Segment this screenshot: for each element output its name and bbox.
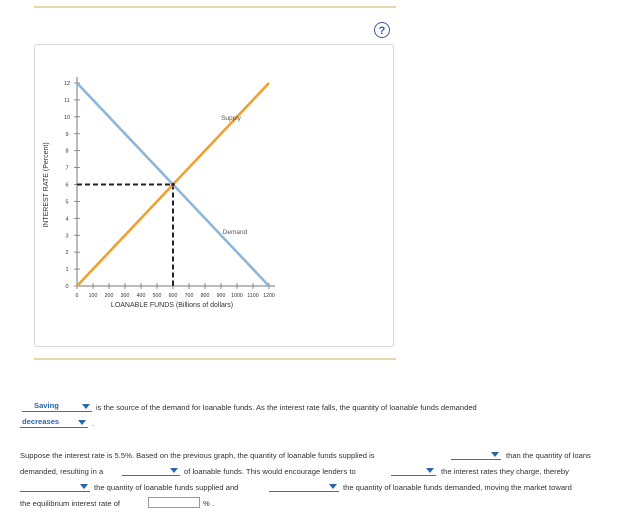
chevron-down-icon — [491, 452, 499, 457]
series-label-supply: Supply — [221, 114, 241, 122]
x-tick-label: 0 — [75, 293, 79, 299]
saving-dropdown[interactable] — [22, 401, 92, 412]
y-tick-label: 7 — [65, 165, 69, 172]
question-line-2-end: . — [92, 419, 95, 428]
x-tick-label: 1000 — [231, 293, 243, 299]
y-tick-label: 8 — [65, 148, 69, 155]
chevron-down-icon — [426, 468, 434, 473]
p2-line-4-end: . — [212, 499, 215, 508]
x-tick-label: 1100 — [247, 293, 259, 299]
chevron-down-icon — [170, 468, 178, 473]
x-axis-label: LOANABLE FUNDS (Billions of dollars) — [110, 302, 234, 309]
help-icon[interactable]: ? — [374, 22, 390, 38]
chevron-down-icon — [82, 404, 90, 409]
supplied-change-dropdown[interactable] — [20, 481, 90, 492]
y-tick-label: 12 — [63, 81, 71, 87]
demanded-change-dropdown[interactable] — [269, 481, 339, 492]
equilibrium-point — [171, 183, 174, 186]
y-tick-label: 4 — [65, 216, 69, 223]
y-tick-label: 11 — [64, 97, 70, 104]
chevron-down-icon — [329, 484, 337, 489]
y-tick-label: 9 — [65, 131, 69, 138]
p2-line-1a: Suppose the interest rate is 5.5%. Based on the previous graph, the quantity of loanable funds supplied is — [20, 451, 375, 460]
loanable-funds-chart — [35, 45, 395, 348]
lender-action-dropdown[interactable] — [391, 465, 436, 476]
p2-line-2c: the interest rates they charge, thereby — [441, 467, 569, 476]
x-tick-label: 600 — [168, 293, 178, 299]
chevron-down-icon — [80, 484, 88, 489]
x-tick-label: 500 — [152, 293, 162, 299]
x-tick-label: 300 — [120, 293, 130, 299]
x-tick-label: 200 — [104, 293, 114, 299]
x-tick-label: 900 — [216, 293, 226, 299]
question-line-1: is the source of the demand for loanable funds. As the interest rate falls, the quantity of loanable funds demanded — [96, 403, 477, 412]
y-tick-label: 6 — [65, 182, 69, 189]
x-tick-label: 800 — [200, 293, 210, 299]
percent-unit: % — [203, 499, 210, 508]
x-tick-label: 100 — [88, 293, 98, 299]
p2-line-3b: the quantity of loanable funds demanded, moving the market toward — [343, 483, 572, 492]
x-tick-label: 400 — [136, 293, 146, 299]
p2-line-3a: the quantity of loanable funds supplied and — [94, 483, 239, 492]
top-divider — [34, 6, 396, 8]
quantity-demanded-dropdown[interactable] — [20, 417, 88, 428]
chevron-down-icon — [78, 420, 86, 425]
shortage-surplus-dropdown[interactable] — [122, 465, 180, 476]
y-tick-label: 10 — [63, 114, 71, 121]
x-tick-label: 700 — [184, 293, 194, 299]
series-label-demand: Demand — [222, 228, 248, 236]
y-tick-label: 1 — [65, 267, 69, 274]
y-tick-label: 0 — [65, 284, 69, 290]
x-tick-label: 1200 — [263, 293, 275, 299]
p2-line-2a: demanded, resulting in a — [20, 467, 104, 476]
y-tick-label: 2 — [65, 250, 69, 257]
quantity-demanded-dropdown-value: decreases — [22, 417, 60, 426]
equilibrium-rate-input[interactable] — [148, 497, 200, 508]
saving-dropdown-value: Saving — [34, 401, 59, 410]
graph-panel — [34, 44, 394, 347]
middle-divider — [34, 358, 396, 360]
p2-line-1b: than the quantity of loans — [506, 451, 591, 460]
p2-line-2b: of loanable funds. This would encourage lenders to — [184, 467, 356, 476]
y-axis-label: INTEREST RATE (Percent) — [43, 142, 50, 228]
y-tick-label: 5 — [65, 199, 69, 206]
y-tick-label: 3 — [65, 233, 69, 240]
p2-line-4a: the equilibrium interest rate of — [20, 499, 121, 508]
supplied-comparison-dropdown[interactable] — [451, 449, 501, 460]
